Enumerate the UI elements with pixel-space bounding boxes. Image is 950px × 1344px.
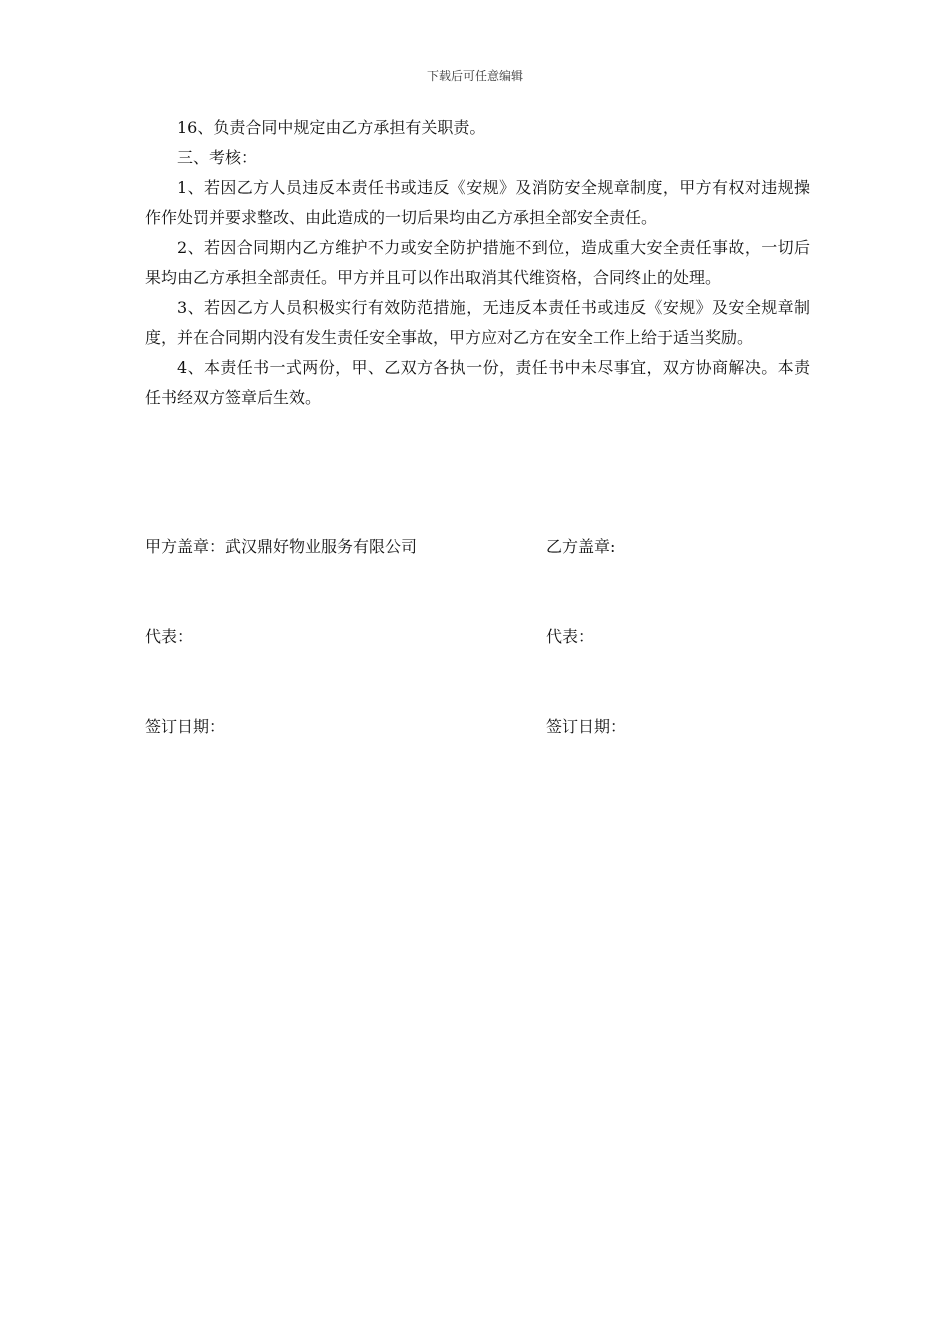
party-a-representative-label: 代表： [145, 627, 194, 646]
page-header: 下载后可任意编辑 [426, 69, 523, 83]
party-a-seal-label: 甲方盖章：武汉鼎好物业服务有限公司 [145, 537, 418, 556]
assessment-clause-1: 1、若因乙方人员违反本责任书或违反《安规》及消防安全规章制度，甲方有权对违规操作作处罚并要求整改、由此造成的一切后果均由乙方承担全部安全责任。 [145, 178, 810, 227]
party-b-signing-date-label: 签订日期： [546, 717, 627, 736]
seal-row [145, 534, 810, 558]
section-heading-assessment: 三、考核： [177, 148, 258, 167]
assessment-clause-3: 3、若因乙方人员积极实行有效防范措施，无违反本责任书或违反《安规》及安全规章制度，并在合同期内没有发生责任安全事故，甲方应对乙方在安全工作上给于适当奖励。 [145, 298, 810, 347]
party-b-representative-label: 代表： [546, 627, 595, 646]
signing-date-row [145, 714, 810, 738]
representative-row [145, 624, 810, 648]
party-a-signing-date-label: 签订日期： [145, 717, 226, 736]
paragraph-item-16: 16、负责合同中规定由乙方承担有关职责。 [177, 118, 486, 137]
assessment-clause-4: 4、本责任书一式两份，甲、乙双方各执一份，责任书中未尽事宜，双方协商解决。本责任书经双方签章后生效。 [145, 358, 810, 407]
party-b-seal-label: 乙方盖章: [546, 537, 616, 556]
document-body [145, 113, 810, 413]
assessment-clause-2: 2、若因合同期内乙方维护不力或安全防护措施不到位，造成重大安全责任事故，一切后果均由乙方承担全部责任。甲方并且可以作出取消其代维资格，合同终止的处理。 [145, 238, 810, 287]
